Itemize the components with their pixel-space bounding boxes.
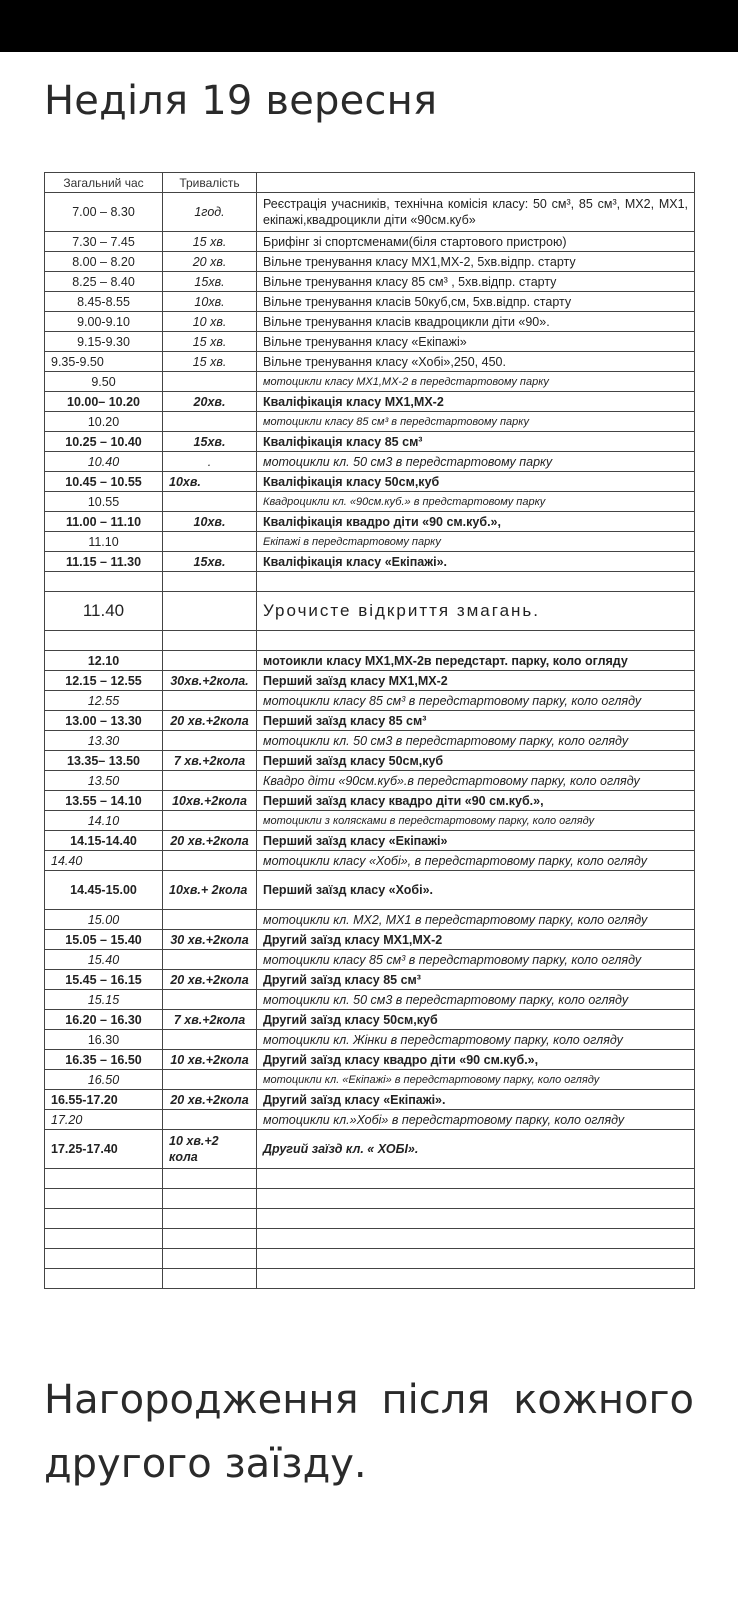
table-row bbox=[45, 771, 695, 791]
row-description: Урочисте відкриття змагань. bbox=[257, 592, 695, 631]
empty-cell bbox=[45, 1169, 163, 1189]
row-description: Другий заїзд класу 50см,куб bbox=[257, 1010, 695, 1030]
table-row bbox=[45, 1130, 695, 1169]
row-time: 9.15-9.30 bbox=[45, 332, 163, 352]
row-description: мотоцикли кл. «Екіпажі» в передстартовому парку, коло огляду bbox=[257, 1070, 695, 1090]
row-description: Вільне тренування класу МХ1,МХ-2, 5хв.відпр. старту bbox=[257, 252, 695, 272]
row-duration bbox=[163, 412, 257, 432]
table-row bbox=[45, 432, 695, 452]
row-duration: 15 хв. bbox=[163, 332, 257, 352]
table-row bbox=[45, 332, 695, 352]
row-duration bbox=[163, 1030, 257, 1050]
row-duration: 10хв.+ 2кола bbox=[163, 871, 257, 910]
empty-row bbox=[45, 1209, 695, 1229]
empty-row bbox=[45, 1249, 695, 1269]
table-row bbox=[45, 1110, 695, 1130]
row-description: Перший заїзд класу 85 см³ bbox=[257, 711, 695, 731]
row-description: мотоцикли класу «Хобі», в передстартовому парку, коло огляду bbox=[257, 851, 695, 871]
row-duration bbox=[163, 731, 257, 751]
row-time: 14.40 bbox=[45, 851, 163, 871]
empty-row bbox=[45, 1169, 695, 1189]
row-time: 9.50 bbox=[45, 372, 163, 392]
row-description: Кваліфікація квадро діти «90 см.куб.», bbox=[257, 512, 695, 532]
table-row bbox=[45, 831, 695, 851]
row-time: 17.25-17.40 bbox=[45, 1130, 163, 1169]
row-time: 10.20 bbox=[45, 412, 163, 432]
row-duration: 15хв. bbox=[163, 552, 257, 572]
empty-cell bbox=[257, 1249, 695, 1269]
table-row bbox=[45, 552, 695, 572]
row-time: 11.40 bbox=[45, 592, 163, 631]
row-time: 12.15 – 12.55 bbox=[45, 671, 163, 691]
row-description: мотоцикли класу 85 см³ в передстартовому парку, коло огляду bbox=[257, 950, 695, 970]
row-duration: 15хв. bbox=[163, 272, 257, 292]
row-time: 16.55-17.20 bbox=[45, 1090, 163, 1110]
table-row bbox=[45, 472, 695, 492]
table-row bbox=[45, 392, 695, 412]
row-duration: 10хв. bbox=[163, 512, 257, 532]
row-description: Другий заїзд класу «Екіпажі». bbox=[257, 1090, 695, 1110]
empty-cell bbox=[45, 1189, 163, 1209]
row-time: 8.00 – 8.20 bbox=[45, 252, 163, 272]
table-row bbox=[45, 512, 695, 532]
table-row bbox=[45, 492, 695, 512]
row-duration: 10хв.+2кола bbox=[163, 791, 257, 811]
row-time: 11.00 – 11.10 bbox=[45, 512, 163, 532]
table-row bbox=[45, 990, 695, 1010]
row-time: 15.45 – 16.15 bbox=[45, 970, 163, 990]
row-time bbox=[45, 572, 163, 592]
row-time: 16.30 bbox=[45, 1030, 163, 1050]
row-description: Перший заїзд класу «Хобі». bbox=[257, 871, 695, 910]
empty-cell bbox=[257, 1229, 695, 1249]
schedule-table bbox=[44, 172, 695, 1289]
row-duration bbox=[163, 910, 257, 930]
row-time: 14.15-14.40 bbox=[45, 831, 163, 851]
row-description: Брифінг зі спортсменами(біля стартового пристрою) bbox=[257, 232, 695, 252]
table-row bbox=[45, 1090, 695, 1110]
row-time: 10.55 bbox=[45, 492, 163, 512]
row-description: мотоцикли кл. 50 см3 в передстартовому парку bbox=[257, 452, 695, 472]
table-row bbox=[45, 592, 695, 631]
row-description: мотоцикли кл. Жінки в передстартовому парку, коло огляду bbox=[257, 1030, 695, 1050]
empty-cell bbox=[257, 1269, 695, 1289]
row-description: мотоцикли класу МХ1,МХ-2 в передстартовому парку bbox=[257, 372, 695, 392]
row-time: 16.20 – 16.30 bbox=[45, 1010, 163, 1030]
table-row bbox=[45, 412, 695, 432]
row-description: Квадро діти «90см.куб».в передстартовому парку, коло огляду bbox=[257, 771, 695, 791]
row-duration: 10 хв.+2 кола bbox=[163, 1130, 257, 1169]
empty-cell bbox=[257, 1169, 695, 1189]
row-description: мотоцикли кл. МХ2, МХ1 в передстартовому парку, коло огляду bbox=[257, 910, 695, 930]
status-bar bbox=[0, 0, 738, 52]
row-duration bbox=[163, 1070, 257, 1090]
empty-cell bbox=[45, 1269, 163, 1289]
table-row bbox=[45, 272, 695, 292]
row-description: Вільне тренування класів квадроцикли діти «90». bbox=[257, 312, 695, 332]
row-time: 15.15 bbox=[45, 990, 163, 1010]
row-duration bbox=[163, 811, 257, 831]
table-row bbox=[45, 631, 695, 651]
table-row bbox=[45, 372, 695, 392]
page-title: Неділя 19 вересня bbox=[44, 78, 438, 124]
row-duration bbox=[163, 492, 257, 512]
row-description: Квадроцикли кл. «90см.куб.» в предстартовому парку bbox=[257, 492, 695, 512]
row-time: 8.45-8.55 bbox=[45, 292, 163, 312]
row-description bbox=[257, 572, 695, 592]
row-time: 16.50 bbox=[45, 1070, 163, 1090]
row-time: 10.25 – 10.40 bbox=[45, 432, 163, 452]
empty-cell bbox=[257, 1189, 695, 1209]
empty-cell bbox=[163, 1189, 257, 1209]
row-duration bbox=[163, 532, 257, 552]
row-time: 17.20 bbox=[45, 1110, 163, 1130]
row-description: Кваліфікація класу 50см,куб bbox=[257, 472, 695, 492]
row-duration: 30 хв.+2кола bbox=[163, 930, 257, 950]
table-row bbox=[45, 532, 695, 552]
empty-row bbox=[45, 1269, 695, 1289]
table-row bbox=[45, 691, 695, 711]
empty-cell bbox=[163, 1209, 257, 1229]
row-time: 11.10 bbox=[45, 532, 163, 552]
row-time: 10.40 bbox=[45, 452, 163, 472]
empty-cell bbox=[45, 1229, 163, 1249]
row-description: Перший заїзд класу квадро діти «90 см.куб.», bbox=[257, 791, 695, 811]
table-header-row bbox=[45, 173, 695, 193]
row-time: 9.00-9.10 bbox=[45, 312, 163, 332]
row-duration bbox=[163, 372, 257, 392]
row-description: Вільне тренування класу «Екіпажі» bbox=[257, 332, 695, 352]
row-description: Другий заїзд кл. « ХОБІ». bbox=[257, 1130, 695, 1169]
table-row bbox=[45, 751, 695, 771]
row-duration: 15 хв. bbox=[163, 352, 257, 372]
row-duration: 7 хв.+2кола bbox=[163, 751, 257, 771]
table-row bbox=[45, 950, 695, 970]
row-time: 7.30 – 7.45 bbox=[45, 232, 163, 252]
table-row bbox=[45, 1050, 695, 1070]
row-time: 16.35 – 16.50 bbox=[45, 1050, 163, 1070]
row-time: 15.40 bbox=[45, 950, 163, 970]
table-row bbox=[45, 910, 695, 930]
row-description: Другий заїзд класу МХ1,МХ-2 bbox=[257, 930, 695, 950]
row-time: 9.35-9.50 bbox=[45, 352, 163, 372]
row-duration: 20 хв.+2кола bbox=[163, 831, 257, 851]
table-row bbox=[45, 232, 695, 252]
row-description: мотоцикли класу 85 см³ в передстартовому парку, коло огляду bbox=[257, 691, 695, 711]
row-duration bbox=[163, 651, 257, 671]
table-row bbox=[45, 292, 695, 312]
row-duration: 7 хв.+2кола bbox=[163, 1010, 257, 1030]
row-time: 13.55 – 14.10 bbox=[45, 791, 163, 811]
row-time: 7.00 – 8.30 bbox=[45, 193, 163, 232]
row-description: мотоцикли з колясками в передстартовому парку, коло огляду bbox=[257, 811, 695, 831]
empty-cell bbox=[163, 1269, 257, 1289]
empty-cell bbox=[163, 1229, 257, 1249]
row-description: мотоцикли кл. 50 см3 в передстартовому парку, коло огляду bbox=[257, 731, 695, 751]
table-row bbox=[45, 193, 695, 232]
row-time: 13.30 bbox=[45, 731, 163, 751]
table-row bbox=[45, 731, 695, 751]
table-row bbox=[45, 352, 695, 372]
row-description: Другий заїзд класу 85 см³ bbox=[257, 970, 695, 990]
row-description: Реєстрація учасників, технічна комісія класу: 50 см³, 85 см³, МХ2, МХ1, екіпажі,квадроцикли діти «90см.куб» bbox=[257, 193, 695, 232]
table-row bbox=[45, 312, 695, 332]
row-duration: 15хв. bbox=[163, 432, 257, 452]
table-row bbox=[45, 651, 695, 671]
row-duration bbox=[163, 592, 257, 631]
table-row bbox=[45, 711, 695, 731]
empty-row bbox=[45, 1189, 695, 1209]
table-row bbox=[45, 452, 695, 472]
row-time: 10.00– 10.20 bbox=[45, 392, 163, 412]
row-duration: 20 хв. bbox=[163, 252, 257, 272]
row-duration: 10 хв.+2кола bbox=[163, 1050, 257, 1070]
row-description: Перший заїзд класу МХ1,МХ-2 bbox=[257, 671, 695, 691]
row-duration: 10хв. bbox=[163, 472, 257, 492]
table-row bbox=[45, 930, 695, 950]
row-time: 8.25 – 8.40 bbox=[45, 272, 163, 292]
row-time: 12.55 bbox=[45, 691, 163, 711]
row-duration: 20 хв.+2кола bbox=[163, 711, 257, 731]
row-description: Вільне тренування класу «Хобі»,250, 450. bbox=[257, 352, 695, 372]
row-description: Вільне тренування класів 50куб,см, 5хв.відпр. старту bbox=[257, 292, 695, 312]
row-description: мотоцикли кл. 50 см3 в передстартовому парку, коло огляду bbox=[257, 990, 695, 1010]
row-description: Другий заїзд класу квадро діти «90 см.куб.», bbox=[257, 1050, 695, 1070]
row-duration: 20 хв.+2кола bbox=[163, 970, 257, 990]
row-duration bbox=[163, 950, 257, 970]
row-time: 12.10 bbox=[45, 651, 163, 671]
awards-note: Нагородження після кожного другого заїзду. bbox=[44, 1377, 694, 1487]
empty-cell bbox=[45, 1249, 163, 1269]
row-description: Кваліфікація класу 85 см³ bbox=[257, 432, 695, 452]
header-time: Загальний час bbox=[45, 173, 163, 193]
row-duration: 15 хв. bbox=[163, 232, 257, 252]
row-description: Перший заїзд класу 50см,куб bbox=[257, 751, 695, 771]
table-row bbox=[45, 1030, 695, 1050]
row-time: 13.35– 13.50 bbox=[45, 751, 163, 771]
row-duration bbox=[163, 691, 257, 711]
row-time: 15.05 – 15.40 bbox=[45, 930, 163, 950]
row-duration bbox=[163, 1110, 257, 1130]
row-description: Кваліфікація класу «Екіпажі». bbox=[257, 552, 695, 572]
row-duration bbox=[163, 631, 257, 651]
table-row bbox=[45, 851, 695, 871]
table-row bbox=[45, 970, 695, 990]
row-description: Кваліфікація класу МХ1,МХ-2 bbox=[257, 392, 695, 412]
row-description: Перший заїзд класу «Екіпажі» bbox=[257, 831, 695, 851]
empty-cell bbox=[257, 1209, 695, 1229]
empty-cell bbox=[45, 1209, 163, 1229]
row-duration bbox=[163, 771, 257, 791]
row-description: мотоикли класу МХ1,МХ-2в передстарт. парку, коло огляду bbox=[257, 651, 695, 671]
table-row bbox=[45, 871, 695, 910]
row-duration: 1год. bbox=[163, 193, 257, 232]
row-duration bbox=[163, 990, 257, 1010]
row-description: мотоцикли кл.»Хобі» в передстартовому парку, коло огляду bbox=[257, 1110, 695, 1130]
row-time: 13.50 bbox=[45, 771, 163, 791]
empty-row bbox=[45, 1229, 695, 1249]
empty-cell bbox=[163, 1169, 257, 1189]
row-duration bbox=[163, 572, 257, 592]
table-row bbox=[45, 791, 695, 811]
table-row bbox=[45, 252, 695, 272]
row-duration: 10 хв. bbox=[163, 312, 257, 332]
row-time: 11.15 – 11.30 bbox=[45, 552, 163, 572]
row-time bbox=[45, 631, 163, 651]
table-row bbox=[45, 1070, 695, 1090]
header-duration: Тривалість bbox=[163, 173, 257, 193]
row-time: 14.45-15.00 bbox=[45, 871, 163, 910]
row-duration: 20хв. bbox=[163, 392, 257, 412]
row-duration: 30хв.+2кола. bbox=[163, 671, 257, 691]
row-description: Вільне тренування класу 85 см³ , 5хв.відпр. старту bbox=[257, 272, 695, 292]
row-duration: 20 хв.+2кола bbox=[163, 1090, 257, 1110]
row-time: 15.00 bbox=[45, 910, 163, 930]
row-description: Екіпажі в передстартовому парку bbox=[257, 532, 695, 552]
row-description bbox=[257, 631, 695, 651]
row-description: мотоцикли класу 85 см³ в передстартовому парку bbox=[257, 412, 695, 432]
row-duration bbox=[163, 851, 257, 871]
table-row bbox=[45, 572, 695, 592]
row-duration: 10хв. bbox=[163, 292, 257, 312]
row-time: 10.45 – 10.55 bbox=[45, 472, 163, 492]
table-row bbox=[45, 811, 695, 831]
row-duration: . bbox=[163, 452, 257, 472]
table-row bbox=[45, 671, 695, 691]
empty-cell bbox=[163, 1249, 257, 1269]
row-time: 14.10 bbox=[45, 811, 163, 831]
header-description bbox=[257, 173, 695, 193]
row-time: 13.00 – 13.30 bbox=[45, 711, 163, 731]
table-row bbox=[45, 1010, 695, 1030]
